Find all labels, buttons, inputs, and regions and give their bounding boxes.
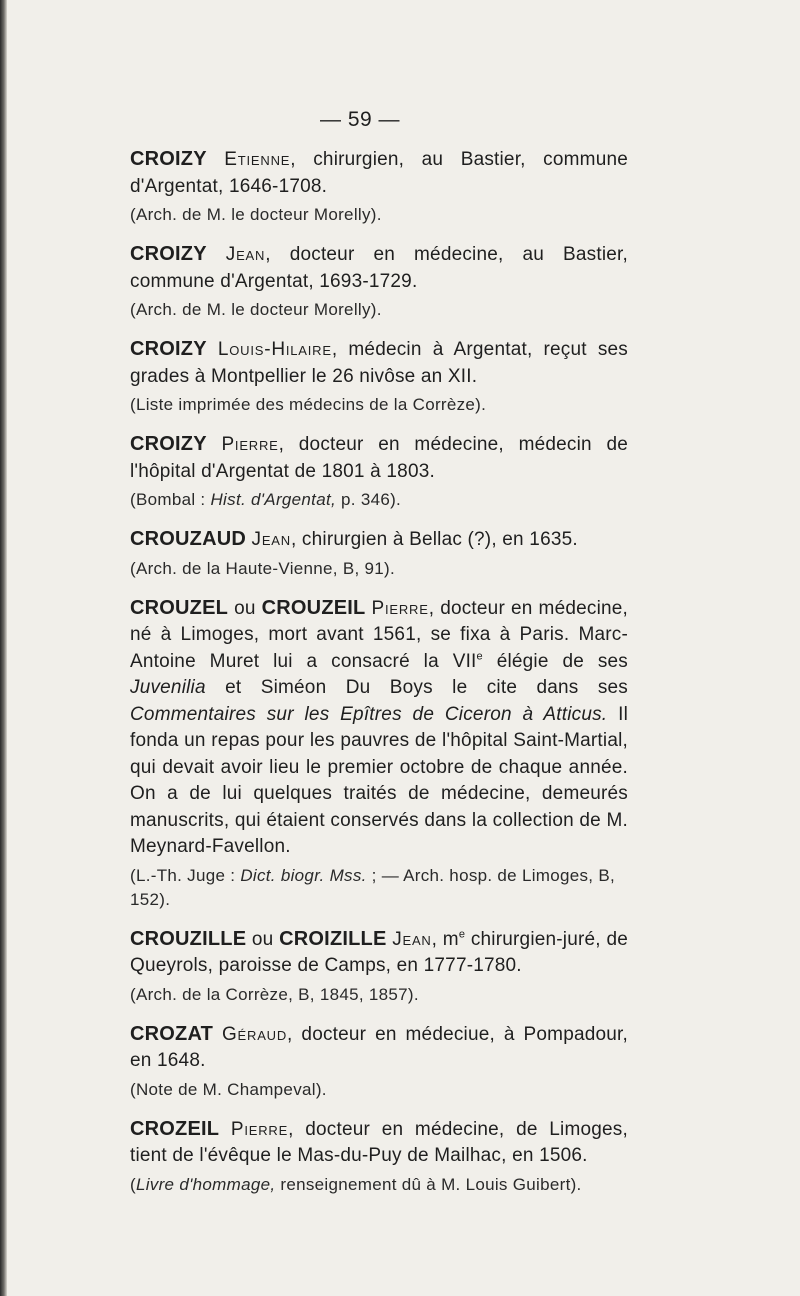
entry-body: , chirurgien, au Bastier, commune d'Argentat, 1646-1708. xyxy=(130,149,628,197)
entry-given-name: Jean xyxy=(392,928,432,950)
entry-croizy-louis-hilaire xyxy=(118,336,628,417)
entry-body: , médecin à Argentat, reçut ses grades à Montpellier le 26 nivôse an XII. xyxy=(130,339,628,387)
work-title: Commentaires sur les Epîtres de Ciceron à Atticus. xyxy=(130,703,608,725)
entry-reference: (Note de M. Champeval). xyxy=(130,1079,327,1099)
dictionary-entries xyxy=(118,146,628,1211)
entry-crozat-geraud xyxy=(118,1021,628,1102)
entry-body: , docteur en médecine, de Limoges, tient de l'évêque le Mas-du-Puy de Mailhac, en 1506. xyxy=(130,1118,628,1166)
entry-body: , docteur en médecine, au Bastier, commune d'Argentat, 1693-1729. xyxy=(130,244,629,292)
entry-surname: CROIZY xyxy=(130,338,207,360)
entry-given-name: Jean xyxy=(251,529,291,550)
entry-body: , chirurgien à Bellac (?), en 1635. xyxy=(290,529,578,550)
entry-text xyxy=(118,926,628,980)
superscript: e xyxy=(476,650,483,663)
reference-prefix: (L.-Th. Juge : xyxy=(130,865,241,885)
reference-prefix: (Bombal : xyxy=(130,490,211,509)
entry-reference: (Liste imprimée des médecins de la Corrèze). xyxy=(130,395,487,414)
entry-crouzaud-jean xyxy=(118,526,628,581)
entry-text xyxy=(118,526,628,554)
entry-body: Il fonda un repas pour les pauvres de l'hôpital Saint-Martial, qui devait avoir lieu le premier octobre de chaque année. On a de lui quelques traités de médecine, demeurés manuscrits, qui étaient conservés dans la collection de M. Meynard-Favellon. xyxy=(130,703,628,857)
entry-reference: (Arch. de M. le docteur Morelly). xyxy=(130,300,382,319)
entry-surname: CROZEIL xyxy=(130,1117,220,1140)
entry-given-name: Pierre xyxy=(230,1118,289,1140)
entry-reference: (Arch. de M. le docteur Morelly). xyxy=(130,205,382,224)
entry-text xyxy=(118,431,628,485)
entry-crouzel-pierre xyxy=(118,595,628,912)
entry-croizy-etienne xyxy=(118,146,628,227)
entry-given-name: Louis-Hilaire xyxy=(217,339,332,360)
entry-surname: CROIZY xyxy=(130,433,207,455)
entry-given-name: Pierre xyxy=(371,597,429,619)
entry-reference xyxy=(118,864,628,912)
superscript: e xyxy=(458,928,466,941)
entry-text xyxy=(118,1021,628,1075)
reference-title: Livre d'hommage, xyxy=(135,1174,276,1194)
entry-given-name: Pierre xyxy=(221,434,279,455)
book-spine-shadow xyxy=(0,0,7,1296)
entry-body: chirurgien-juré, de Queyrols, paroisse de Camps, en 1777-1780. xyxy=(130,928,628,976)
entry-surname: CROIZY xyxy=(130,148,207,170)
entry-given-name: Etienne xyxy=(224,149,291,170)
entry-body: , docteur en médecine, né à Limoges, mort avant 1561, se fixa à Paris. Marc-Antoine Muret lui a consacré la VII xyxy=(130,597,629,672)
reference-prefix: ( xyxy=(130,1174,136,1194)
entry-connector: ou xyxy=(246,928,280,950)
reference-title: Hist. d'Argentat, xyxy=(210,490,336,509)
entry-croizy-pierre xyxy=(118,431,628,512)
entry-body: et Siméon Du Boys le cite dans ses xyxy=(205,677,628,698)
entry-text xyxy=(118,146,628,200)
entry-reference: (Arch. de la Corrèze, B, 1845, 1857). xyxy=(130,984,419,1004)
reference-title: Dict. biogr. Mss. xyxy=(240,865,367,885)
entry-body: , docteur en médeciue, à Pompadour, en 1648. xyxy=(130,1023,628,1071)
reference-suffix: p. 346). xyxy=(336,490,402,509)
entry-body: , m xyxy=(431,928,459,950)
entry-text xyxy=(118,241,628,295)
entry-surname: CROZAT xyxy=(130,1022,214,1045)
entry-text xyxy=(118,1116,628,1170)
entry-text xyxy=(118,595,628,861)
entry-body: élégie de ses xyxy=(482,650,628,672)
entry-surname-variant: CROIZILLE xyxy=(279,927,387,950)
entry-reference xyxy=(118,1173,628,1197)
entry-surname-variant: CROUZEIL xyxy=(261,596,366,619)
entry-given-name: Jean xyxy=(225,244,266,265)
entry-body: , docteur en médecine, médecin de l'hôpital d'Argentat de 1801 à 1803. xyxy=(130,434,628,482)
reference-suffix: renseignement dû à M. Louis Guibert). xyxy=(275,1174,582,1194)
entry-surname: CROUZAUD xyxy=(130,528,247,550)
entry-crouzille-jean xyxy=(118,926,628,1007)
entry-reference xyxy=(118,488,628,512)
entry-croizy-jean xyxy=(118,241,628,322)
entry-given-name: Géraud xyxy=(221,1023,288,1045)
work-title: Juvenilia xyxy=(130,677,206,698)
entry-text xyxy=(118,336,628,390)
entry-surname: CROUZILLE xyxy=(130,927,247,950)
reference-suffix: ; — Arch. hosp. de Limoges, B, 152). xyxy=(130,865,616,909)
entry-reference: (Arch. de la Haute-Vienne, B, 91). xyxy=(130,558,396,578)
entry-crozeil-pierre xyxy=(118,1116,628,1197)
entry-surname: CROIZY xyxy=(130,243,207,265)
page-number: — 59 — xyxy=(319,108,401,131)
entry-connector: ou xyxy=(228,597,262,619)
entry-surname: CROUZEL xyxy=(130,596,229,619)
